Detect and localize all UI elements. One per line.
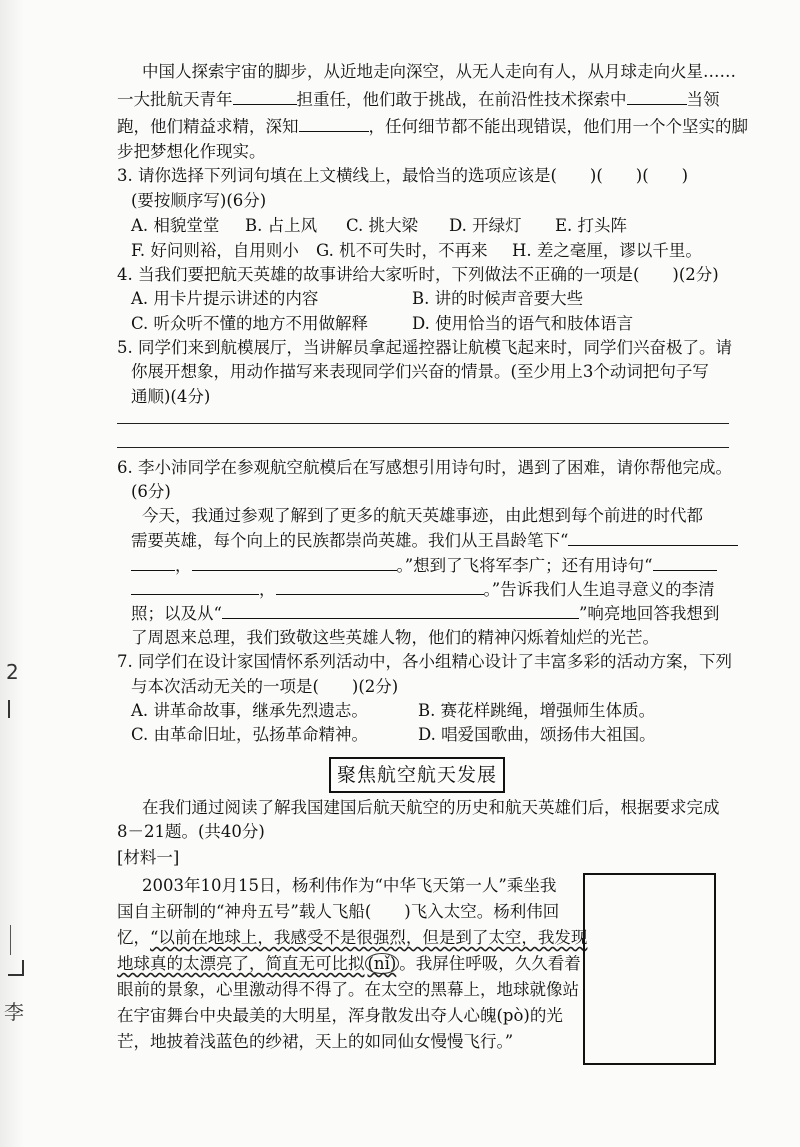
underlined-quote: “以前在地球上，我感受不是很强烈，但是到了太空，我发现 — [150, 928, 588, 947]
option-c[interactable]: C. 由革命旧址，弘扬革命精神。 — [131, 725, 369, 744]
option-d[interactable]: D. 使用恰当的语气和肢体语言 — [412, 314, 634, 333]
material-line: 国自主研制的“神舟五号”载人飞船( )飞入太空。杨利伟回 — [117, 902, 560, 921]
answer-blank[interactable] — [131, 576, 259, 595]
question-4-stem: 4. 当我们要把航天英雄的故事讲给大家听时，下列做法不正确的一项是( )(2分) — [117, 265, 719, 284]
material-label: [材料一] — [117, 848, 180, 867]
margin-bracket — [8, 700, 10, 718]
margin-bracket — [10, 925, 11, 955]
question-5-stem: 你展开想象，用动作描写来表现同学们兴奋的情景。(至少用上3个动词把句子写 — [131, 362, 709, 381]
answer-blank[interactable] — [222, 600, 579, 619]
question-6-passage — [131, 527, 738, 554]
option-a[interactable]: A. 相貌堂堂 — [131, 216, 220, 235]
question-3-note: (要按顺序写)(6分) — [131, 191, 267, 210]
option-b[interactable]: B. 赛花样跳绳，增强师生体质。 — [418, 701, 656, 720]
answer-blank[interactable] — [653, 552, 717, 571]
option-b[interactable]: B. 占上风 — [245, 216, 318, 235]
question-6-points: (6分) — [131, 482, 171, 501]
underlined-quote: 地球真的太漂亮了，简直无可比拟 — [117, 954, 365, 973]
text: 一大批航天青年 — [117, 90, 233, 109]
option-a[interactable]: A. 用卡片提示讲述的内容 — [131, 289, 319, 308]
answer-blank[interactable] — [299, 113, 369, 132]
option-e[interactable]: E. 打头阵 — [555, 216, 628, 235]
text: 照；以及从“ — [131, 604, 222, 623]
section-title: 聚焦航空航天发展 — [329, 757, 505, 793]
passage-line — [117, 86, 720, 113]
answer-blank[interactable] — [192, 552, 397, 571]
material-line: 眼前的景象，心里激动得不得了。在太空的黑幕上，地球就像站 — [117, 980, 579, 999]
option-h[interactable]: H. 差之毫厘，谬以千里。 — [512, 241, 702, 260]
material-line: 芒，地披着浅蓝色的纱裙，天上的如同仙女慢慢飞行。” — [117, 1032, 514, 1051]
question-6-passage: 今天，我通过参观了解到了更多的航天英雄事迹，由此想到每个前进的时代都 — [142, 506, 703, 525]
text: ， — [175, 556, 192, 575]
text: 。”告诉我们人生追寻意义的李清 — [483, 580, 715, 599]
text: ，任何细节都不能出现错误，他们用一个个坚实的脚 — [368, 117, 748, 136]
text: 。”想到了飞将军李广；还有用诗句“ — [396, 556, 653, 575]
material-line — [117, 925, 587, 951]
section-intro: 在我们通过阅读了解我国建国后航天航空的历史和航天英雄们后，根据要求完成 — [142, 798, 720, 817]
question-6-passage — [131, 552, 717, 579]
answer-line[interactable] — [117, 447, 729, 448]
option-c[interactable]: C. 挑大梁 — [346, 216, 419, 235]
passage-line — [117, 113, 748, 140]
question-6-passage — [131, 600, 719, 627]
option-g[interactable]: G. 机不可失时，不再来 — [316, 241, 488, 260]
answer-blank[interactable] — [233, 86, 297, 105]
material-line: 2003年10月15日，杨利伟作为“中华飞天第一人”乘坐我 — [142, 876, 557, 895]
margin-number: 2 — [6, 660, 19, 684]
material-line: 在宇宙舞台中央最美的大明星，浑身散发出夺人心魄(pò)的光 — [117, 1006, 563, 1025]
text: ”响亮地回答我想到 — [578, 604, 720, 623]
text: 。我屏住呼吸，久久看着 — [399, 954, 581, 973]
text: 忆， — [117, 928, 150, 947]
question-6-passage — [131, 576, 715, 603]
question-6-stem: 6. 李小沛同学在参观航空航模后在写感想引用诗句时，遇到了困难，请你帮他完成。 — [117, 458, 732, 477]
circled-pinyin: (nǐ) — [365, 953, 400, 974]
option-f[interactable]: F. 好问则裕，自用则小 — [131, 241, 299, 260]
option-d[interactable]: D. 开绿灯 — [449, 216, 522, 235]
text: 跑，他们精益求精，深知 — [117, 117, 299, 136]
question-6-passage: 了周恩来总理，我们致敬这些英雄人物，他们的精神闪烁着灿烂的光芒。 — [131, 628, 659, 647]
text: 当领 — [686, 90, 720, 109]
answer-blank[interactable] — [276, 576, 484, 595]
passage-line: 中国人探索宇宙的脚步，从近地走向深空，从无人走向有人，从月球走向火星…… — [142, 62, 736, 81]
answer-line[interactable] — [117, 423, 729, 424]
material-line — [117, 951, 581, 977]
answer-blank[interactable] — [627, 86, 687, 105]
question-5-stem: 5. 同学们来到航模展厅，当讲解员拿起遥控器让航模飞起来时，同学们兴奋极了。请 — [117, 338, 732, 357]
answer-blank[interactable] — [568, 527, 738, 546]
margin-name: 李 — [4, 1000, 24, 1024]
question-3-stem: 3. 请你选择下列词句填在上文横线上，最恰当的选项应该是( )( )( ) — [117, 166, 689, 185]
text: 需要英雄，每个向上的民族都崇尚英雄。我们从王昌龄笔下“ — [131, 531, 569, 550]
option-b[interactable]: B. 讲的时候声音要大些 — [412, 289, 584, 308]
option-d[interactable]: D. 唱爱国歌曲，颂扬伟大祖国。 — [418, 725, 656, 744]
question-7-stem: 7. 同学们在设计家国情怀系列活动中，各小组精心设计了丰富多彩的活动方案，下列 — [117, 652, 732, 671]
margin-bracket — [8, 960, 24, 976]
section-intro: 8－21题。(共40分) — [117, 822, 265, 841]
question-5-stem: 通顺)(4分) — [131, 387, 211, 406]
answer-blank[interactable] — [131, 552, 175, 571]
option-a[interactable]: A. 讲革命故事，继承先烈遗志。 — [131, 701, 368, 720]
question-7-stem: 与本次活动无关的一项是( )(2分) — [131, 677, 399, 696]
passage-line: 步把梦想化作现实。 — [117, 142, 266, 161]
text: 担重任，他们敢于挑战，在前沿性技术探索中 — [296, 90, 627, 109]
image-placeholder-box — [583, 873, 716, 1065]
option-c[interactable]: C. 听众听不懂的地方不用做解释 — [131, 314, 369, 333]
text: ， — [259, 580, 276, 599]
